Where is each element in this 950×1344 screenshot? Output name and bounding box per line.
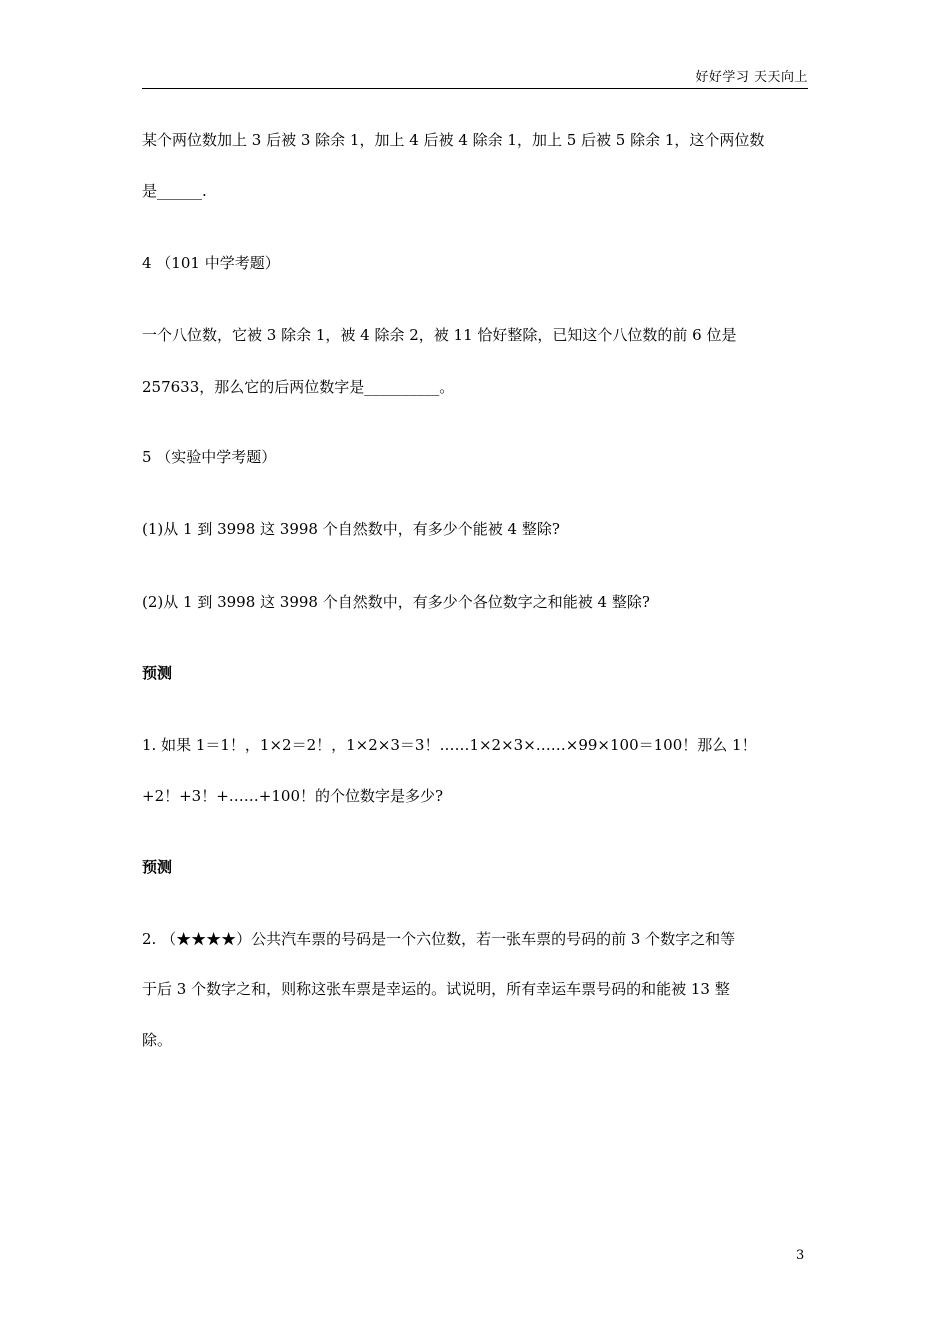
page-number: 3	[796, 1248, 805, 1263]
prediction-2-line-1: 2. （★★★★）公共汽车票的号码是一个六位数，若一张车票的号码的前 3 个数字之和等	[142, 930, 736, 948]
question-4-line-1: 一个八位数，它被 3 除余 1，被 4 除余 2，被 11 恰好整除，已知这个八位数的前 6 位是	[142, 326, 737, 344]
prediction-1-line-1: 1. 如果 1＝1！，1×2＝2！，1×2×3＝3！……1×2×3×……×99×100＝100！那么 1！	[142, 736, 757, 754]
question-5-title: 5 （实验中学考题）	[142, 448, 277, 466]
question-4-line-2: 257633，那么它的后两位数字是__________。	[142, 378, 455, 396]
prediction-heading-1: 预测	[142, 664, 173, 682]
page-header	[142, 64, 808, 89]
question-5-part-2: (2)从 1 到 3998 这 3998 个自然数中，有多少个各位数字之和能被 4 整除?	[142, 593, 650, 611]
question-4-title: 4 （101 中学考题）	[142, 254, 280, 272]
prediction-heading-2: 预测	[142, 858, 173, 876]
prediction-2-line-3: 除。	[142, 1031, 173, 1049]
header-slogan: 好好学习 天天向上	[695, 70, 808, 85]
prediction-1-line-2: +2！+3！+……+100！的个位数字是多少?	[142, 787, 444, 805]
prediction-2-line-2: 于后 3 个数字之和，则称这张车票是幸运的。试说明，所有幸运车票号码的和能被 13 整	[142, 980, 730, 998]
question-3-line-1: 某个两位数加上 3 后被 3 除余 1，加上 4 后被 4 除余 1，加上 5 后被 5 除余 1，这个两位数	[142, 131, 765, 149]
question-3-line-2: 是______.	[142, 182, 207, 200]
question-5-part-1: (1)从 1 到 3998 这 3998 个自然数中，有多少个能被 4 整除?	[142, 520, 560, 538]
